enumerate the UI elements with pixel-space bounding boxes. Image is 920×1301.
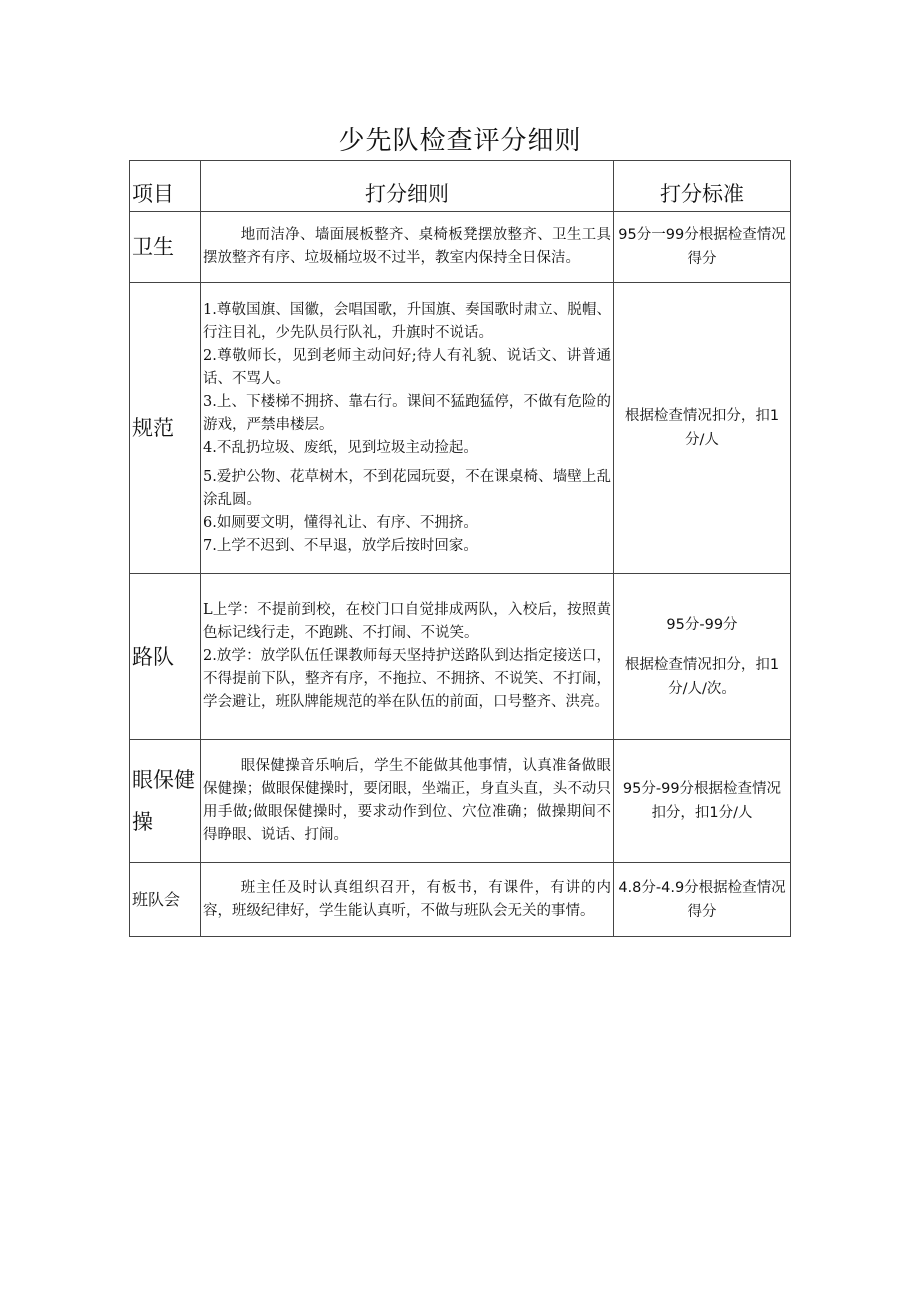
row-detail-conduct bbox=[201, 283, 614, 574]
row-item-conduct: 规范 bbox=[130, 283, 201, 574]
standard-text: 95分-99分根据检查情况扣分，扣1分/人 bbox=[622, 781, 782, 821]
table-header-row bbox=[130, 161, 791, 212]
header-item: 项目 bbox=[130, 161, 201, 212]
standard-text: 95分-99分 bbox=[666, 616, 738, 633]
row-detail-hygiene bbox=[201, 212, 614, 283]
row-standard-eye-exercise bbox=[614, 740, 791, 863]
row-item-hygiene: 卫生 bbox=[130, 212, 201, 283]
detail-paragraph: 班主任及时认真组织召开，有板书，有课件，有讲的内容，班级纪律好，学生能认真听，不做与班队会无关的事情。 bbox=[203, 879, 611, 919]
row-item-class-meeting: 班队会 bbox=[130, 863, 201, 937]
row-standard-hygiene bbox=[614, 212, 791, 283]
row-item-queue: 路队 bbox=[130, 574, 201, 740]
detail-paragraph: 地而洁净、墙面展板整齐、桌椅板凳摆放整齐、卫生工具摆放整齐有序、垃圾桶垃圾不过半，教室内保持全日保洁。 bbox=[203, 227, 611, 266]
standard-text: 根据检查情况扣分，扣1分/人/次。 bbox=[624, 656, 780, 697]
detail-paragraph: 2.尊敬师长，见到老师主动问好;待人有礼貌、说话文、讲普通话、不骂人。 bbox=[203, 347, 611, 387]
detail-paragraph: 眼保健操音乐响后，学生不能做其他事情，认真准备做眼保健操；做眼保健操时，要闭眼，坐端正，身直头直，头不动只用手做;做眼保健操时，要求动作到位、穴位准确；做操期间不得睁眼、说话、打闹。 bbox=[203, 758, 611, 843]
row-standard-queue bbox=[614, 574, 791, 740]
row-standard-class-meeting bbox=[614, 863, 791, 937]
detail-paragraph: 4.不乱扔垃圾、废纸，见到垃圾主动捡起。 bbox=[203, 439, 478, 456]
document-title: 少先队检查评分细则 bbox=[338, 126, 582, 156]
detail-paragraph: 5.爱护公物、花草树木，不到花园玩耍，不在课桌椅、墙壁上乱涂乱圆。 bbox=[203, 468, 611, 508]
row-item-eye-exercise: 眼保健操 bbox=[130, 740, 201, 863]
header-standard: 打分标准 bbox=[614, 161, 791, 212]
standard-text: 4.8分-4.9分根据检查情况得分 bbox=[618, 879, 786, 920]
row-detail-eye-exercise bbox=[201, 740, 614, 863]
header-detail: 打分细则 bbox=[201, 161, 614, 212]
detail-paragraph: 3.上、下楼梯不拥挤、靠右行。课间不猛跑猛停，不做有危险的游戏，严禁串楼层。 bbox=[203, 393, 611, 433]
row-standard-conduct bbox=[614, 283, 791, 574]
table-row bbox=[130, 574, 791, 740]
detail-paragraph: 7.上学不迟到、不早退，放学后按时回家。 bbox=[203, 537, 478, 554]
standard-text: 根据检查情况扣分，扣1分/人 bbox=[624, 408, 780, 448]
detail-paragraph: 6.如厕要文明，懂得礼让、有序、不拥挤。 bbox=[203, 514, 478, 531]
row-detail-class-meeting bbox=[201, 863, 614, 937]
table-row bbox=[130, 212, 791, 283]
table-row bbox=[130, 283, 791, 574]
table-row bbox=[130, 740, 791, 863]
table-row bbox=[130, 863, 791, 937]
row-detail-queue bbox=[201, 574, 614, 740]
detail-paragraph: 1.尊敬国旗、国徽，会唱国歌，升国旗、奏国歌时肃立、脱帽、行注目礼，少先队员行队礼，升旗时不说话。 bbox=[203, 301, 611, 341]
standard-text: 95分一99分根据检查情况得分 bbox=[618, 227, 786, 267]
detail-paragraph: L上学：不提前到校，在校门口自觉排成两队，入校后，按照黄色标记线行走，不跑跳、不打闹、不说笑。 bbox=[203, 602, 611, 641]
detail-paragraph: 2.放学：放学队伍任课教师每天坚持护送路队到达指定接送口，不得提前下队，整齐有序，不拖拉、不拥挤、不说笑、不打闹，学会避让，班队牌能规范的举在队伍的前面，口号整齐、洪亮。 bbox=[203, 648, 611, 710]
scoring-rules-table bbox=[129, 160, 791, 937]
